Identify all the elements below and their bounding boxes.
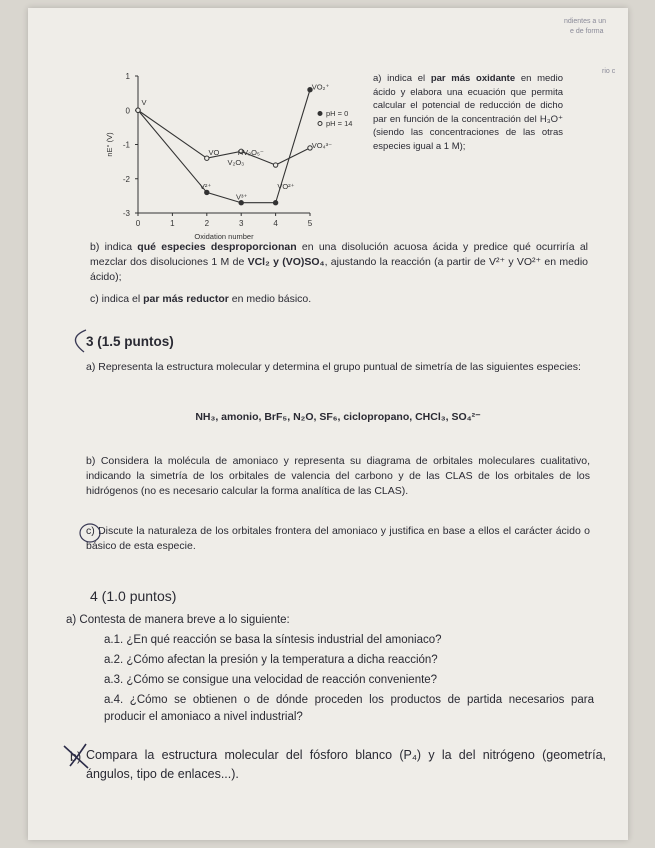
y-tick-label: -2 <box>122 174 130 184</box>
x-tick-label: 2 <box>204 219 210 228</box>
q2a-prefix: a) indica el <box>373 73 431 84</box>
y-tick-label: -1 <box>122 140 130 150</box>
x-tick-label: 0 <box>135 219 141 228</box>
legend-label: pH = 14 <box>326 119 353 128</box>
corner-text-2: e de forma <box>570 28 604 35</box>
question-3c: c) Discute la naturaleza de los orbitales frontera del amoniaco y justifica en base a ellos el carácter ácido o básico de esta especie. <box>86 525 590 552</box>
legend-label: pH = 0 <box>326 109 349 118</box>
frost-diagram <box>88 68 388 248</box>
species-label: V²⁺ <box>199 182 212 192</box>
x-tick-label: 3 <box>238 219 244 228</box>
x-axis-label: Oxidation number <box>194 232 254 241</box>
species-label: VO₂⁺ <box>311 82 330 92</box>
data-point <box>136 108 140 112</box>
frost-diagram-svg <box>88 68 388 248</box>
x-tick-label: 1 <box>170 219 175 228</box>
question-4a1: a.1. ¿En qué reacción se basa la síntesis industrial del amoniaco? <box>104 634 442 646</box>
q2b-rest: , ajustando la reacción (a partir de V²⁺ y VO²⁺ en medio ácido); <box>90 256 588 283</box>
q2b-bold1: qué especies desproporcionan <box>137 241 297 253</box>
species-label: VO₄³⁻ <box>311 140 333 150</box>
q2c-rest: en medio básico. <box>228 293 312 305</box>
question-3-title: 3 (1.5 puntos) <box>86 334 174 349</box>
question-2b <box>90 240 588 285</box>
question-3-species: NH₃, amonio, BrF₅, N₂O, SF₆, ciclopropano, CHCl₃, SO₄²⁻ <box>195 411 481 423</box>
y-tick-label: -3 <box>122 209 130 218</box>
series-line-ph14 <box>138 110 310 168</box>
y-tick-label: 0 <box>125 106 130 116</box>
q2b-prefix: b) indica <box>90 241 138 253</box>
data-point <box>273 163 277 167</box>
q2c-bold: par más reductor <box>143 293 229 305</box>
question-4a3: a.3. ¿Cómo se consigue una velocidad de reacción conveniente? <box>104 674 438 686</box>
question-4a: a) Contesta de manera breve a lo siguiente: <box>66 614 290 626</box>
question-3b: b) Considera la molécula de amoniaco y representa su diagrama de orbitales moleculares cualitativo, indicando la simetría de los orbitales de valencia del carbono y de las CLAS de los orbitales de los hidrógenos (no es necesario calcular la forma analítica de las CLAS). <box>86 455 590 497</box>
species-label: VO <box>208 147 220 157</box>
species-label: VO²⁺ <box>277 182 295 192</box>
species-label: V₂O₃ <box>227 158 245 168</box>
y-axis-label: nE° (V) <box>105 132 114 157</box>
question-2c <box>90 292 588 307</box>
question-3a: a) Representa la estructura molecular y determina el grupo puntual de simetría de las siguientes especies: <box>86 361 581 373</box>
exam-page <box>28 8 628 840</box>
q4b-mark: b) <box>70 750 82 764</box>
x-tick-label: 4 <box>273 219 278 228</box>
corner-side-text: rio c <box>602 68 616 75</box>
data-point <box>273 201 277 205</box>
species-label: V³⁺ <box>236 192 248 202</box>
q2b-bold2: VCl₂ y (VO)SO₄ <box>247 256 325 268</box>
legend-marker <box>318 122 322 126</box>
q2a-bold: par más oxidante <box>430 73 516 84</box>
question-4a2: a.2. ¿Cómo afectan la presión y la temperatura a dicha reacción? <box>104 654 438 666</box>
species-label: HV₂O₅⁻ <box>237 147 264 157</box>
question-4-title: 4 (1.0 puntos) <box>90 588 177 604</box>
q2c-prefix: c) indica el <box>90 293 144 305</box>
species-label: V <box>141 98 147 108</box>
corner-text-1: ndientes a un <box>564 18 607 25</box>
y-tick-label: 1 <box>125 72 130 81</box>
question-4b: Compara la estructura molecular del fósforo blanco (P₄) y la del nitrógeno (geometría, ángulos, tipo de enlaces...). <box>86 748 606 781</box>
question-4a4: a.4. ¿Cómo se obtienen o de dónde proceden los productos de partida necesarios para producir el amoniaco a nivel industrial? <box>104 694 594 723</box>
legend-marker <box>318 112 322 116</box>
x-tick-label: 5 <box>307 219 313 228</box>
question-2a <box>373 72 563 153</box>
q2b-mid: en una disolución acuosa ácida y predice qué ocurriría al mezclar dos disoluciones 1 M de <box>90 241 588 268</box>
pen-circle <box>72 522 102 546</box>
q2a-rest: en medio ácido y elabora una ecuación que permita calcular el potencial de reducción de dicho par en función de la concentración del H₃O⁺ (siendo las concentraciones de las otras especies igual a 1 M); <box>373 73 563 152</box>
